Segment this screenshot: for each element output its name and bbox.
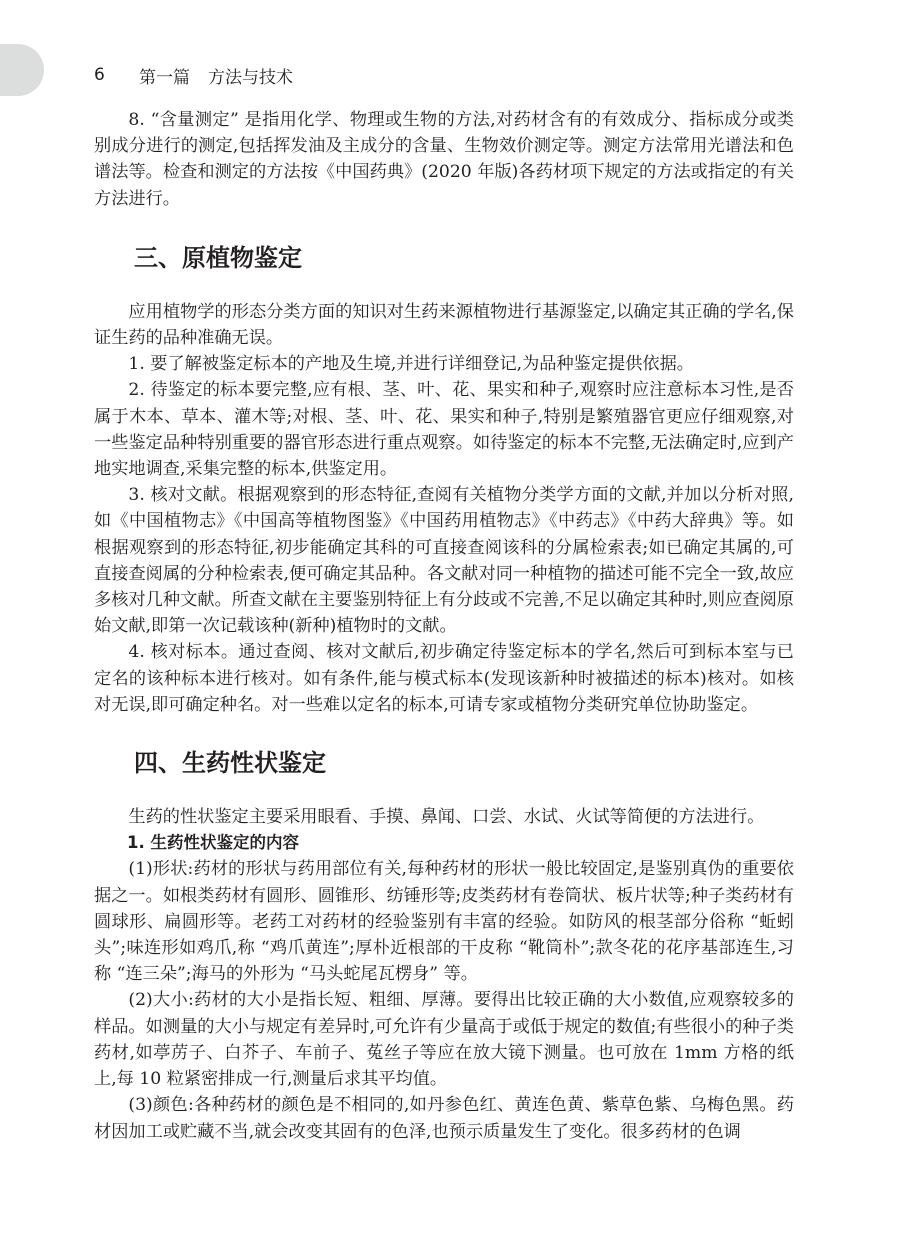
- paragraph: 应用植物学的形态分类方面的知识对生药来源植物进行基源鉴定,以确定其正确的学名,保证生药的品种准确无误。: [94, 301, 794, 349]
- page-edge-tab: [0, 44, 44, 96]
- page-body: [94, 107, 794, 1145]
- part-title: 方法与技术: [208, 67, 293, 88]
- part-label: 第一篇: [139, 67, 190, 88]
- section-heading: 三、原植物鉴定: [134, 243, 302, 272]
- subsection-heading: 1. 生药性状鉴定的内容: [127, 833, 299, 853]
- paragraph: 生药的性状鉴定主要采用眼看、手摸、鼻闻、口尝、水试、火试等简便的方法进行。: [128, 807, 765, 828]
- section-heading: 四、生药性状鉴定: [134, 749, 326, 778]
- paragraph: (3)颜色:各种药材的颜色是不相同的,如丹参色红、黄连色黄、紫草色紫、乌梅色黑。药材因加工或贮藏不当,就会改变其固有的色泽,也预示质量发生了变化。很多药材的色调: [94, 1095, 794, 1142]
- page-number: 6: [94, 65, 105, 85]
- paragraph: 2. 待鉴定的标本要完整,应有根、茎、叶、花、果实和种子,观察时应注意标本习性,是否属于木本、草本、灌木等;对根、茎、叶、花、果实和种子,特别是繁殖器官更应仔细观察,对一些鉴定品种特别重要的器官形态进行重点观察。如待鉴定的标本不完整,无法确定时,应到产地实地调查,采集完整的标本,供鉴定用。: [94, 380, 794, 480]
- paragraph: 3. 核对文献。根据观察到的形态特征,查阅有关植物分类学方面的文献,并加以分析对照,如《中国植物志》《中国高等植物图鉴》《中国药用植物志》《中药志》《中药大辞典》等。如根据观察到的形态特征,初步能确定其科的可直接查阅该科的分属检索表;如已确定其属的,可直接查阅属的分种检索表,便可确定其品种。各文献对同一种植物的描述可能不完全一致,故应多核对几种文献。所查文献在主要鉴别特征上有分歧或不完善,不足以确定其种时,则应查阅原始文献,即第一次记载该种(新种)植物时的文献。: [94, 485, 794, 637]
- running-header: [94, 60, 293, 90]
- paragraph: 8. “含量测定” 是指用化学、物理或生物的方法,对药材含有的有效成分、指标成分或类别成分进行的测定,包括挥发油及主成分的含量、生物效价测定等。测定方法常用光谱法和色谱法等。检查和测定的方法按《中国药典》(2020 年版)各药材项下规定的方法或指定的有关方法进行。: [94, 110, 794, 209]
- paragraph: (1)形状:药材的形状与药用部位有关,每种药材的形状一般比较固定,是鉴别真伪的重要依据之一。如根类药材有圆形、圆锥形、纺锤形等;皮类药材有卷筒状、板片状等;种子类药材有圆球形、扁圆形等。老药工对药材的经验鉴别有丰富的经验。如防风的根茎部分俗称 “蚯蚓头”;味连形如鸡爪,称 “鸡爪黄连”;厚朴近根部的干皮称 “靴筒朴”;款冬花的花序基部连生,习称 “连三朵”;海马的外形为 “马头蛇尾瓦楞身” 等。: [94, 859, 794, 985]
- paragraph: 1. 要了解被鉴定标本的产地及生境,并进行详细登记,为品种鉴定提供依据。: [128, 354, 694, 375]
- paragraph: 4. 核对标本。通过查阅、核对文献后,初步确定待鉴定标本的学名,然后可到标本室与已定名的该种标本进行核对。如有条件,能与模式标本(发现该新种时被描述的标本)核对。如核对无误,即可确定种名。对一些难以定名的标本,可请专家或植物分类研究单位协助鉴定。: [94, 642, 794, 715]
- paragraph: (2)大小:药材的大小是指长短、粗细、厚薄。要得出比较正确的大小数值,应观察较多的样品。如测量的大小与规定有差异时,可允许有少量高于或低于规定的数值;有些很小的种子类药材,如葶苈子、白芥子、车前子、菟丝子等应在放大镜下测量。也可放在 1mm 方格的纸上,每 10 粒紧密排成一行,测量后求其平均值。: [94, 990, 794, 1090]
